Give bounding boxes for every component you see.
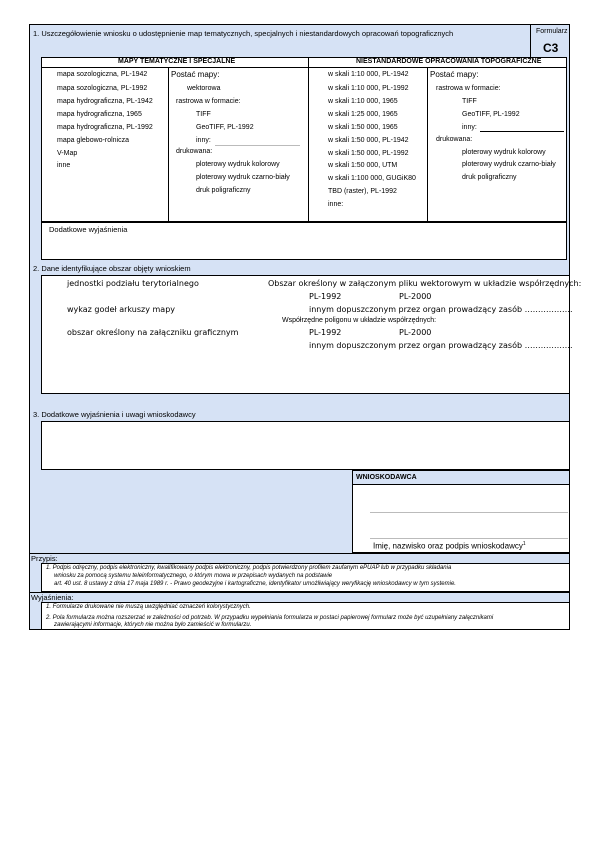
przypis-line-2: wniosku za pomocą systemu teleinformatycznego, o którym mowa w przepisach wydanych na podstawie	[54, 573, 333, 579]
nonstandard-scale-item[interactable]: w skali 1:10 000, PL-1942	[328, 71, 409, 78]
thematic-map-item[interactable]: mapa sozologiczna, PL-1942	[57, 71, 148, 78]
thematic-vector[interactable]: wektorowa	[187, 85, 221, 92]
polygon-text: Współrzędne poligonu w układzie współrzędnych:	[282, 317, 437, 324]
thematic-geotiff[interactable]: GeoTIFF, PL-1992	[196, 124, 254, 131]
maps-table-header-line	[41, 67, 567, 68]
thematic-map-item[interactable]: mapa glebowo-rolnicza	[57, 137, 129, 144]
thematic-printed-label: drukowana:	[176, 148, 213, 155]
applicant-sign-label: Imię, nazwisko oraz podpis wnioskodawcy$^1$	[373, 541, 526, 551]
wyjasnienia-top	[29, 592, 570, 593]
applicant-line-2	[370, 538, 568, 539]
option-graphic-attachment[interactable]: obszar określony na załączniku graficznym	[67, 328, 239, 337]
nonstandard-geotiff[interactable]: GeoTIFF, PL-1992	[462, 111, 520, 118]
thematic-print-bw[interactable]: ploterowy wydruk czarno-biały	[196, 174, 290, 181]
nonstandard-scale-item[interactable]: TBD (raster), PL-1992	[328, 188, 397, 195]
nonstandard-raster-label: rastrowa w formacie:	[436, 85, 501, 92]
thematic-map-item[interactable]: mapa hydrograficzna, PL-1942	[57, 98, 153, 105]
vector-file-text: Obszar określony w załączonym pliku wektorowym w układzie współrzędnych:	[268, 279, 582, 288]
przypis-label: Przypis:	[31, 554, 58, 563]
section3-title: 3. Dodatkowe wyjaśnienia i uwagi wnioskodawcy	[33, 410, 196, 419]
section2-title: 2. Dane identyfikujące obszar objęty wnioskiem	[33, 264, 191, 273]
thematic-print-color[interactable]: ploterowy wydruk kolorowy	[196, 161, 280, 168]
nonstandard-scale-item[interactable]: w skali 1:100 000, GUGiK80	[328, 175, 416, 182]
thematic-map-item[interactable]: inne	[57, 162, 71, 169]
nonstandard-scale-item[interactable]: inne:	[328, 201, 344, 208]
thematic-form-divider	[168, 67, 169, 222]
nonstandard-header: NIESTANDARDOWE OPRACOWANIA TOPOGRAFICZNE	[356, 58, 542, 65]
thematic-map-item[interactable]: V-Map	[57, 150, 78, 157]
nonstandard-scale-item[interactable]: w skali 1:50 000, PL-1942	[328, 137, 409, 144]
nonstandard-other: inny:	[462, 124, 477, 131]
nonstandard-print-color[interactable]: ploterowy wydruk kolorowy	[462, 149, 546, 156]
formularz-label: Formularz	[536, 28, 568, 35]
thematic-map-item[interactable]: mapa hydrograficzna, 1965	[57, 111, 142, 118]
option-sheet-list[interactable]: wykaz godeł arkuszy mapy	[67, 305, 176, 314]
applicant-header-line	[352, 484, 570, 485]
nonstandard-print-poly[interactable]: druk poligraficzny	[462, 174, 517, 181]
nonstandard-scale-item[interactable]: w skali 1:10 000, PL-1992	[328, 85, 409, 92]
nonstandard-other-line[interactable]	[480, 131, 564, 132]
thematic-header: MAPY TEMATYCZNE I SPECJALNE	[118, 58, 236, 65]
thematic-print-poly[interactable]: druk poligraficzny	[196, 187, 251, 194]
nonstandard-scale-item[interactable]: w skali 1:50 000, PL-1992	[328, 150, 409, 157]
vector-other-system[interactable]: innym dopuszczonym przez organ prowadzący zasób ………………	[309, 305, 573, 314]
wyjasnienia-line-2: 2. Pola formularza można rozszerzać w zależności od potrzeb. W przypadku wypełniania formularza w postaci papierowej formularz może być uzupełniany załącznikami	[46, 615, 494, 621]
thematic-other: inny:	[196, 137, 211, 144]
thematic-tiff[interactable]: TIFF	[196, 111, 211, 118]
section1-title: 1. Uszczegółowienie wniosku o udostępnienie map tematycznych, specjalnych i niestandardowych opracowań topograficznych	[33, 29, 454, 38]
nonstandard-tiff[interactable]: TIFF	[462, 98, 477, 105]
applicant-line-1	[370, 512, 568, 513]
applicant-header: WNIOSKODAWCA	[356, 474, 417, 481]
formularz-divider	[530, 24, 531, 57]
formularz-code: C3	[543, 41, 559, 55]
thematic-map-item[interactable]: mapa hydrograficzna, PL-1992	[57, 124, 153, 131]
maps-table-mid	[308, 57, 309, 222]
polygon-pl2000[interactable]: PL-2000	[399, 328, 432, 337]
thematic-raster-label: rastrowa w formacie:	[176, 98, 241, 105]
nonstandard-scale-item[interactable]: w skali 1:25 000, 1965	[328, 111, 398, 118]
additional-explanation-label: Dodatkowe wyjaśnienia	[49, 225, 128, 234]
nonstandard-form-divider	[427, 67, 428, 222]
nonstandard-print-bw[interactable]: ploterowy wydruk czarno-biały	[462, 161, 556, 168]
nonstandard-scale-item[interactable]: w skali 1:50 000, 1965	[328, 124, 398, 131]
wyjasnienia-line-1: 1. Formularze drukowane nie muszą uwzględniać oznaczeń kolorystycznych.	[46, 604, 251, 610]
nonstandard-scale-item[interactable]: w skali 1:10 000, 1965	[328, 98, 398, 105]
przypis-line-3: art. 40 ust. 8 ustawy z dnia 17 maja 1989 r. - Prawo geodezyjne i kartograficzne, identyfikator umożliwiający weryfikację wnioskodawcy w tym systemie.	[54, 581, 456, 587]
option-territorial-units[interactable]: jednostki podziału terytorialnego	[67, 279, 199, 288]
remarks-box[interactable]	[41, 421, 570, 470]
thematic-map-item[interactable]: mapa sozologiczna, PL-1992	[57, 85, 148, 92]
nonstandard-scale-item[interactable]: w skali 1:50 000, UTM	[328, 162, 398, 169]
przypis-line-1: 1. Podpis odręczny, podpis elektroniczny, kwalifikowany podpis elektroniczny, podpis potwierdzony profilem zaufanym ePUAP lub w przypadku składania	[46, 565, 452, 571]
polygon-pl1992[interactable]: PL-1992	[309, 328, 342, 337]
polygon-other-system[interactable]: innym dopuszczonym przez organ prowadzący zasób ………………	[309, 341, 573, 350]
nonstandard-printed-label: drukowana:	[436, 136, 473, 143]
vector-pl2000[interactable]: PL-2000	[399, 292, 432, 301]
nonstandard-form-label: Postać mapy:	[430, 70, 479, 79]
przypis-top	[29, 553, 570, 554]
thematic-form-label: Postać mapy:	[171, 70, 220, 79]
thematic-other-line[interactable]	[215, 145, 300, 146]
wyjasnienia-label: Wyjaśnienia:	[31, 593, 74, 602]
vector-pl1992[interactable]: PL-1992	[309, 292, 342, 301]
wyjasnienia-line-3: zawierającymi informacje, których nie można było zamieścić w formularzu.	[54, 622, 252, 628]
